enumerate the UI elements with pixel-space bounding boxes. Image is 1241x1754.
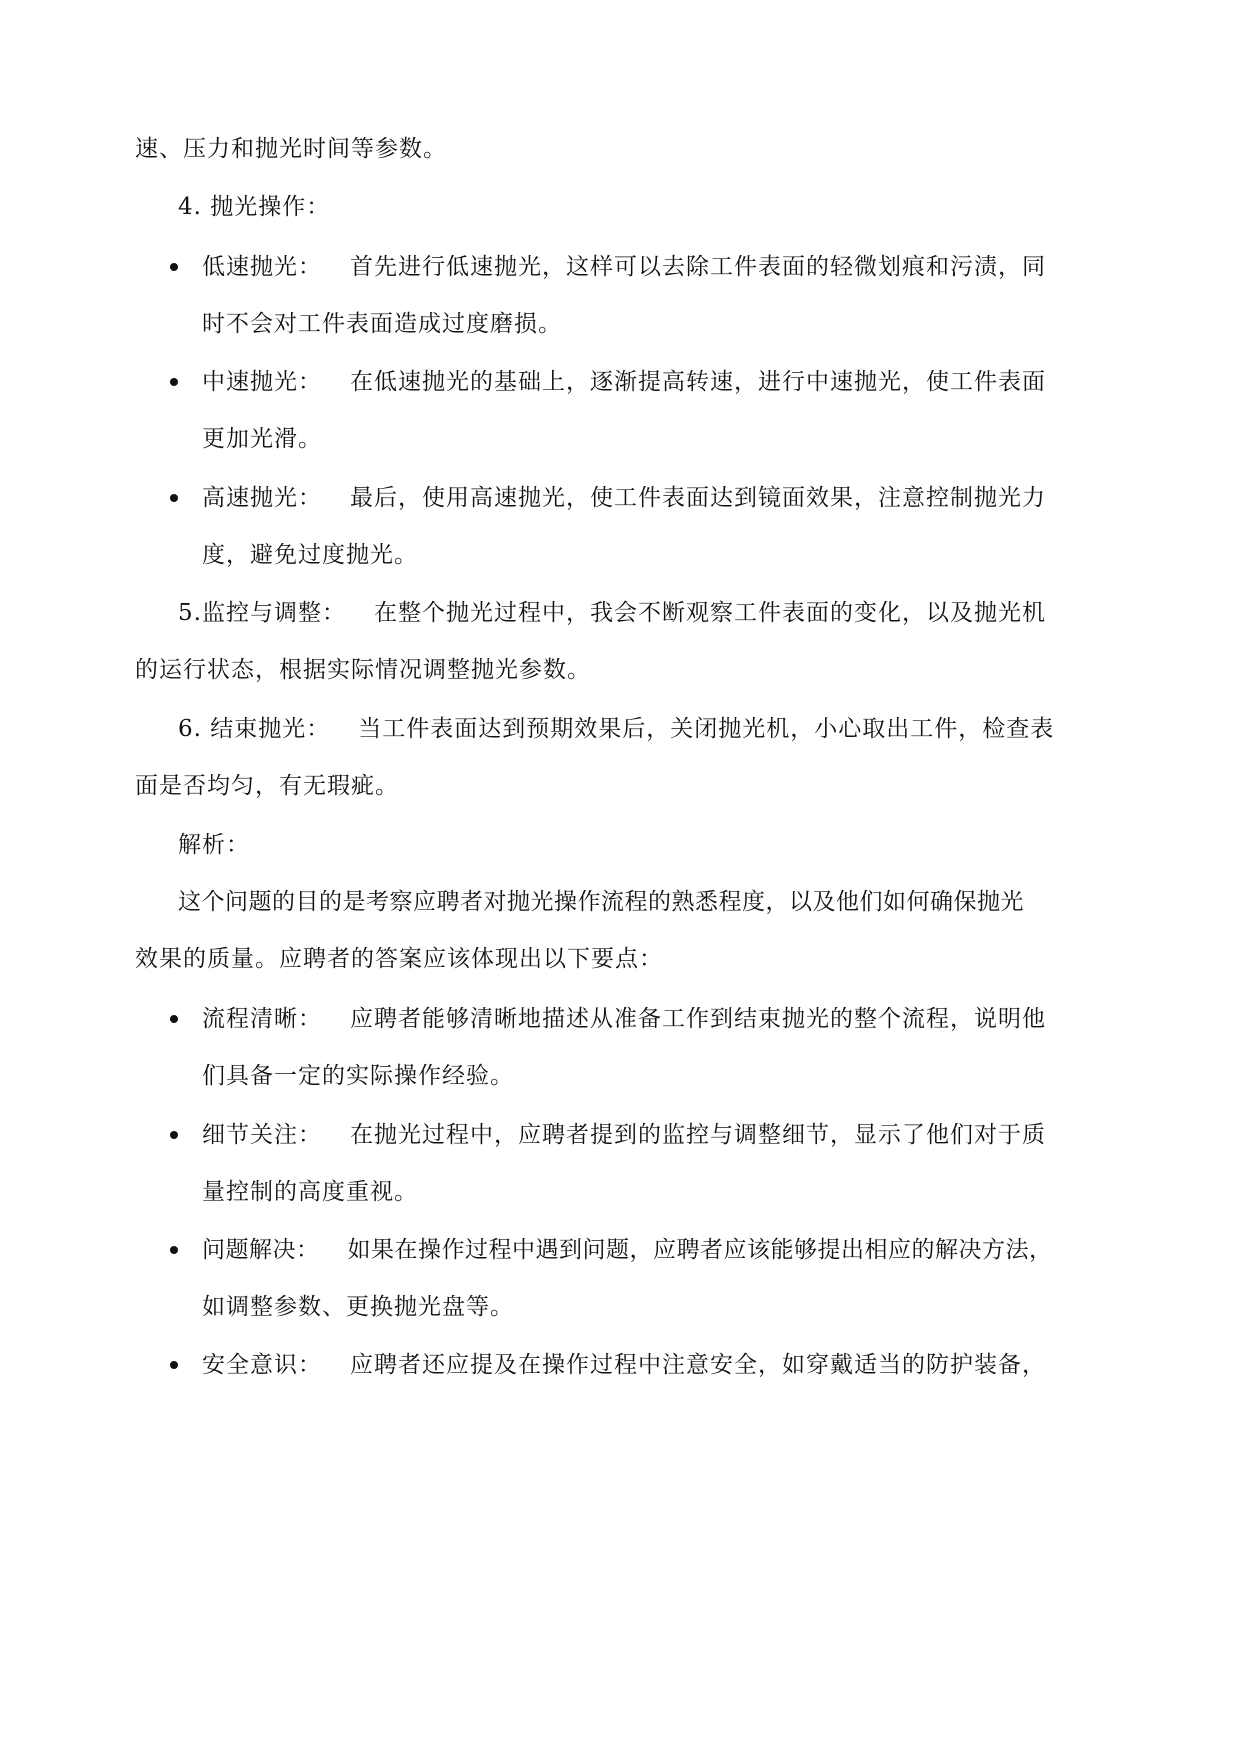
step-label: 6. 结束抛光： [178,716,331,742]
list-item-continuation: 如调整参数、更换抛光盘等。 [202,1294,514,1320]
list-item-text: 如果在操作过程中遇到问题，应聘者应该能够提出相应的解决方法， [347,1237,1053,1263]
list-item-continuation: 度，避免过度抛光。 [202,542,418,568]
list-item [202,1120,1046,1150]
list-item-text: 首先进行低速抛光，这样可以去除工件表面的轻微划痕和污渍，同 [350,254,1046,280]
step-paragraph [178,598,1046,628]
list-item [202,1235,1053,1265]
list-item-continuation: 量控制的高度重视。 [202,1179,418,1205]
list-item-text: 在低速抛光的基础上，逐渐提高转速，进行中速抛光，使工件表面 [350,369,1046,395]
list-item-label: 问题解决： [202,1237,320,1263]
list-item-text: 最后，使用高速抛光，使工件表面达到镜面效果，注意控制抛光力 [350,485,1046,511]
list-item-label: 中速抛光： [202,369,322,395]
paragraph-line: 速、压力和抛光时间等参数。 [135,136,447,162]
analysis-heading: 解析： [178,832,250,858]
list-item-label: 低速抛光： [202,254,322,280]
list-item [202,1004,1046,1034]
list-item-label: 流程清晰： [202,1006,322,1032]
list-item-label: 安全意识： [202,1352,322,1378]
step-text: 当工件表面达到预期效果后，关闭抛光机，小心取出工件，检查表 [358,716,1055,742]
analysis-paragraph-line: 这个问题的目的是考察应聘者对抛光操作流程的熟悉程度，以及他们如何确保抛光 [178,889,1024,915]
bullet-icon [170,1361,178,1369]
list-item [202,483,1046,513]
list-item-continuation: 们具备一定的实际操作经验。 [202,1063,514,1089]
list-item [202,252,1046,282]
list-item-text: 应聘者能够清晰地描述从准备工作到结束抛光的整个流程，说明他 [350,1006,1046,1032]
step-continuation: 的运行状态，根据实际情况调整抛光参数。 [135,657,591,683]
bullet-icon [170,263,178,271]
bullet-icon [170,378,178,386]
list-item-label: 细节关注： [202,1122,322,1148]
step-paragraph [178,714,1054,744]
step-label: 5.监控与调整： [178,600,346,626]
list-item-continuation: 更加光滑。 [202,426,322,452]
list-item-label: 高速抛光： [202,485,322,511]
list-item-continuation: 时不会对工件表面造成过度磨损。 [202,311,562,337]
analysis-paragraph-line: 效果的质量。应聘者的答案应该体现出以下要点： [135,946,663,972]
bullet-icon [170,1015,178,1023]
bullet-icon [170,1246,178,1254]
list-item [202,1350,1046,1380]
bullet-icon [170,1131,178,1139]
step-text: 在整个抛光过程中，我会不断观察工件表面的变化，以及抛光机 [373,600,1046,626]
step-continuation: 面是否均匀，有无瑕疵。 [135,773,399,799]
list-item-text: 在抛光过程中，应聘者提到的监控与调整细节，显示了他们对于质 [350,1122,1046,1148]
list-item-text: 应聘者还应提及在操作过程中注意安全，如穿戴适当的防护装备， [350,1352,1046,1378]
bullet-icon [170,494,178,502]
step-heading: 4. 抛光操作： [178,194,331,220]
list-item [202,367,1046,397]
